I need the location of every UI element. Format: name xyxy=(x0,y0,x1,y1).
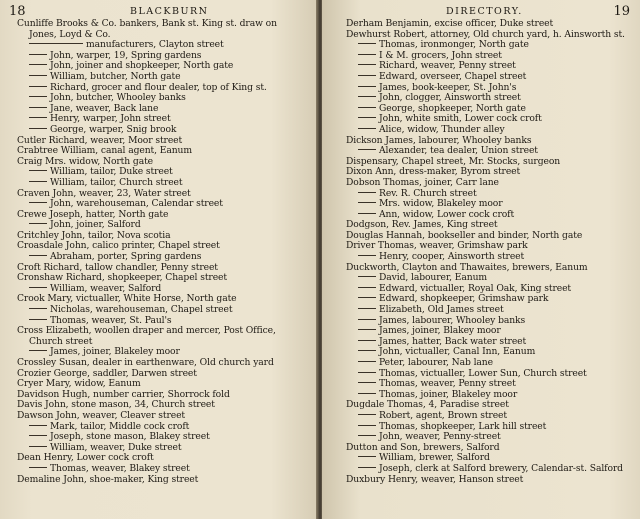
entry-text: Dobson Thomas, joiner, Carr lane xyxy=(346,176,499,188)
ditto-dash xyxy=(358,43,376,44)
ditto-dash xyxy=(358,64,376,65)
entry-text: William, tailor, Duke street xyxy=(50,166,173,178)
entry-text: Duckworth, Clayton and Thawaites, brewers, Eanum xyxy=(346,261,588,273)
entry-text: James, joiner, Blakey moor xyxy=(379,325,501,337)
ditto-dash xyxy=(358,255,376,256)
entry-text: Edward, shopkeeper, Grimshaw park xyxy=(379,293,549,305)
ditto-dash xyxy=(358,192,376,193)
entry-text: John, warper, 19, Spring gardens xyxy=(50,49,202,61)
ditto-dash xyxy=(358,435,376,436)
running-head: BLACKBURN xyxy=(130,6,209,17)
ditto-dash xyxy=(29,117,47,118)
directory-entry xyxy=(17,475,312,486)
entry-text: John, white smith, Lower cock croft xyxy=(379,113,542,125)
ditto-dash xyxy=(29,350,47,351)
entry-text: Critchley John, tailor, Nova scotia xyxy=(17,229,171,241)
entry-text: James, labourer, Whooley banks xyxy=(379,314,526,326)
ditto-dash xyxy=(29,43,83,44)
entry-text: Davis John, stone mason, 34, Church street xyxy=(17,399,215,411)
entry-text: John, clogger, Ainsworth street xyxy=(379,92,521,104)
entry-text: William, weaver, Salford xyxy=(50,282,162,294)
ditto-dash xyxy=(358,414,376,415)
entry-text: Dixon Ann, dress-maker, Byrom street xyxy=(346,166,521,178)
entry-text: Dutton and Son, brewers, Salford xyxy=(346,441,500,453)
ditto-dash xyxy=(29,223,47,224)
entry-text: Edward, victualler, Royal Oak, King street xyxy=(379,282,572,294)
entry-text: Peter, labourer, Nab lane xyxy=(379,357,493,368)
entry-text: Dispensary, Chapel street, Mr. Stocks, surgeon xyxy=(346,155,561,167)
entry-text: Henry, warper, John street xyxy=(50,113,171,125)
entry-text: Joseph, clerk at Salford brewery, Calendar-st. Salford xyxy=(379,462,623,474)
ditto-dash xyxy=(29,128,47,129)
left-page-header xyxy=(0,0,318,19)
ditto-dash xyxy=(358,467,376,468)
ditto-dash xyxy=(358,297,376,298)
entry-text: Elizabeth, Old James street xyxy=(379,304,504,316)
ditto-dash xyxy=(29,96,47,97)
entry-text: Edward, overseer, Chapel street xyxy=(379,70,527,82)
ditto-dash xyxy=(358,128,376,129)
ditto-dash xyxy=(29,75,47,76)
entry-text: Crozier George, saddler, Darwen street xyxy=(17,367,197,379)
entry-text: George, warper, Snig brook xyxy=(50,123,177,135)
ditto-dash xyxy=(358,287,376,288)
entry-text: Craven John, weaver, 23, Water street xyxy=(17,187,191,199)
entry-text: Dawson John, weaver, Cleaver street xyxy=(17,409,185,421)
entry-text: John, weaver, Penny-street xyxy=(379,431,501,443)
entry-text: Thomas, shopkeeper, Lark hill street xyxy=(379,420,547,432)
ditto-dash xyxy=(29,308,47,309)
entry-text: William, weaver, Duke street xyxy=(50,441,182,453)
entry-text: Rev. R. Church street xyxy=(379,187,477,199)
entry-text: Mrs. widow, Blakeley moor xyxy=(379,198,503,210)
entry-text: John, warehouseman, Calendar street xyxy=(50,198,223,210)
entry-text: Thomas, weaver, Blakey street xyxy=(50,462,190,474)
ditto-dash xyxy=(358,86,376,87)
entry-text: John, victualler, Canal Inn, Eanum xyxy=(379,346,536,358)
ditto-dash xyxy=(29,181,47,182)
entry-text: John, butcher, Whooley banks xyxy=(50,92,186,104)
ditto-dash xyxy=(29,202,47,203)
ditto-dash xyxy=(29,107,47,108)
entry-text: Davidson Hugh, number carrier, Shorrock fold xyxy=(17,388,230,400)
ditto-dash xyxy=(358,350,376,351)
page-number: 18 xyxy=(9,4,26,19)
left-page xyxy=(0,0,318,519)
entry-text: Duxbury Henry, weaver, Hanson street xyxy=(346,473,524,485)
entry-text: Cryer Mary, widow, Eanum xyxy=(17,378,141,390)
entry-text: John, joiner and shopkeeper, North gate xyxy=(50,60,234,72)
ditto-dash xyxy=(358,75,376,76)
entry-text: Richard, weaver, Penny street xyxy=(379,60,516,72)
entry-text: Nicholas, warehouseman, Chapel street xyxy=(50,304,233,316)
entry-text: Ann, widow, Lower cock croft xyxy=(379,208,515,220)
entry-text: Crossley Susan, dealer in earthenware, Old church yard xyxy=(17,357,274,368)
entry-text: Crabtree William, canal agent, Eanum xyxy=(17,145,192,157)
ditto-dash xyxy=(358,425,376,426)
running-head: DIRECTORY. xyxy=(446,6,523,17)
entry-text: Dickson James, labourer, Whooley banks xyxy=(346,134,532,146)
right-page xyxy=(322,0,640,519)
ditto-dash xyxy=(358,149,376,150)
entry-text: James, hatter, Back water street xyxy=(379,335,527,347)
entry-text: Alice, widow, Thunder alley xyxy=(379,123,505,135)
entry-text: Croft Richard, tallow chandler, Penny street xyxy=(17,261,218,273)
entry-text: Thomas, victualler, Lower Sun, Church street xyxy=(379,367,587,379)
ditto-dash xyxy=(29,86,47,87)
ditto-dash xyxy=(29,255,47,256)
entry-text: Abraham, porter, Spring gardens xyxy=(50,251,202,263)
entry-text: Craig Mrs. widow, North gate xyxy=(17,155,154,167)
entry-text: William, butcher, North gate xyxy=(50,70,181,82)
entry-text: Crewe Joseph, hatter, North gate xyxy=(17,208,169,220)
ditto-dash xyxy=(29,446,47,447)
ditto-dash xyxy=(29,170,47,171)
entry-text: Dewhurst Robert, attorney, Old church yard, h. Ainsworth st. xyxy=(346,28,625,40)
entry-text: Henry, cooper, Ainsworth street xyxy=(379,251,525,263)
entry-text: Dugdale Thomas, 4, Paradise street xyxy=(346,399,509,411)
ditto-dash xyxy=(29,287,47,288)
entry-text: Alexander, tea dealer, Union street xyxy=(379,145,538,157)
ditto-dash xyxy=(358,308,376,309)
entry-text: Cunliffe Brooks & Co. bankers, Bank st. King st. draw on xyxy=(17,18,277,29)
ditto-dash xyxy=(358,96,376,97)
entry-text: Cronshaw Richard, shopkeeper, Chapel street xyxy=(17,272,227,284)
entry-text: I & M. grocers, John street xyxy=(379,49,502,61)
ditto-dash xyxy=(29,64,47,65)
entry-text: Dodgson, Rev. James, King street xyxy=(346,219,498,231)
entry-text: William, brewer, Salford xyxy=(379,452,490,464)
entry-text: Thomas, weaver, Penny street xyxy=(379,378,516,390)
entry-text: Jane, weaver, Back lane xyxy=(50,102,159,114)
entry-text: Croasdale John, calico printer, Chapel street xyxy=(17,240,220,252)
ditto-dash xyxy=(358,382,376,383)
ditto-dash xyxy=(358,202,376,203)
ditto-dash xyxy=(358,276,376,277)
ditto-dash xyxy=(358,372,376,373)
entry-text: George, shopkeeper, North gate xyxy=(379,102,526,114)
entry-text: Church street xyxy=(29,335,93,347)
entry-text: Cross Elizabeth, woollen draper and mercer, Post Office, xyxy=(17,325,276,337)
entry-text: William, tailor, Church street xyxy=(50,176,183,188)
ditto-dash xyxy=(29,54,47,55)
ditto-dash xyxy=(358,329,376,330)
entry-text: Douglas Hannah, bookseller and binder, North gate xyxy=(346,229,583,241)
ditto-dash xyxy=(29,319,47,320)
ditto-dash xyxy=(29,467,47,468)
entry-text: John, joiner, Salford xyxy=(50,219,141,231)
ditto-dash xyxy=(358,213,376,214)
directory-entry xyxy=(346,475,636,486)
ditto-dash xyxy=(358,107,376,108)
entry-text: Joseph, stone mason, Blakey street xyxy=(50,431,210,443)
entry-text: David, labourer, Eanum xyxy=(379,272,488,284)
ditto-dash xyxy=(358,340,376,341)
entry-text: Mark, tailor, Middle cock croft xyxy=(50,420,190,432)
directory-entries-right xyxy=(322,19,640,485)
ditto-dash xyxy=(358,361,376,362)
entry-text: Jones, Loyd & Co. xyxy=(29,28,111,40)
entry-text: Derham Benjamin, excise officer, Duke street xyxy=(346,18,554,29)
entry-text: Crook Mary, victualler, White Horse, North gate xyxy=(17,293,237,305)
ditto-dash xyxy=(358,54,376,55)
ditto-dash xyxy=(358,319,376,320)
entry-text: Thomas, joiner, Blakeley moor xyxy=(379,388,518,400)
entry-text: manufacturers, Clayton street xyxy=(86,39,224,51)
ditto-dash xyxy=(358,117,376,118)
entry-text: Thomas, weaver, St. Paul's xyxy=(50,314,172,326)
ditto-dash xyxy=(358,456,376,457)
entry-text: James, book-keeper, St. John's xyxy=(379,81,517,93)
entry-text: James, joiner, Blakeley moor xyxy=(50,346,180,358)
entry-text: Robert, agent, Brown street xyxy=(379,409,507,421)
page-number: 19 xyxy=(613,4,630,19)
entry-text: Dean Henry, Lower cock croft xyxy=(17,452,154,464)
entry-text: Driver Thomas, weaver, Grimshaw park xyxy=(346,240,528,252)
directory-entries-left xyxy=(0,19,318,485)
entry-text: Thomas, ironmonger, North gate xyxy=(379,39,529,51)
ditto-dash xyxy=(358,393,376,394)
entry-text: Cutler Richard, weaver, Moor street xyxy=(17,134,183,146)
right-page-header xyxy=(322,0,640,19)
ditto-dash xyxy=(29,435,47,436)
ditto-dash xyxy=(29,425,47,426)
entry-text: Demaline John, shoe-maker, King street xyxy=(17,473,199,485)
entry-text: Richard, grocer and flour dealer, top of King st. xyxy=(50,81,267,93)
